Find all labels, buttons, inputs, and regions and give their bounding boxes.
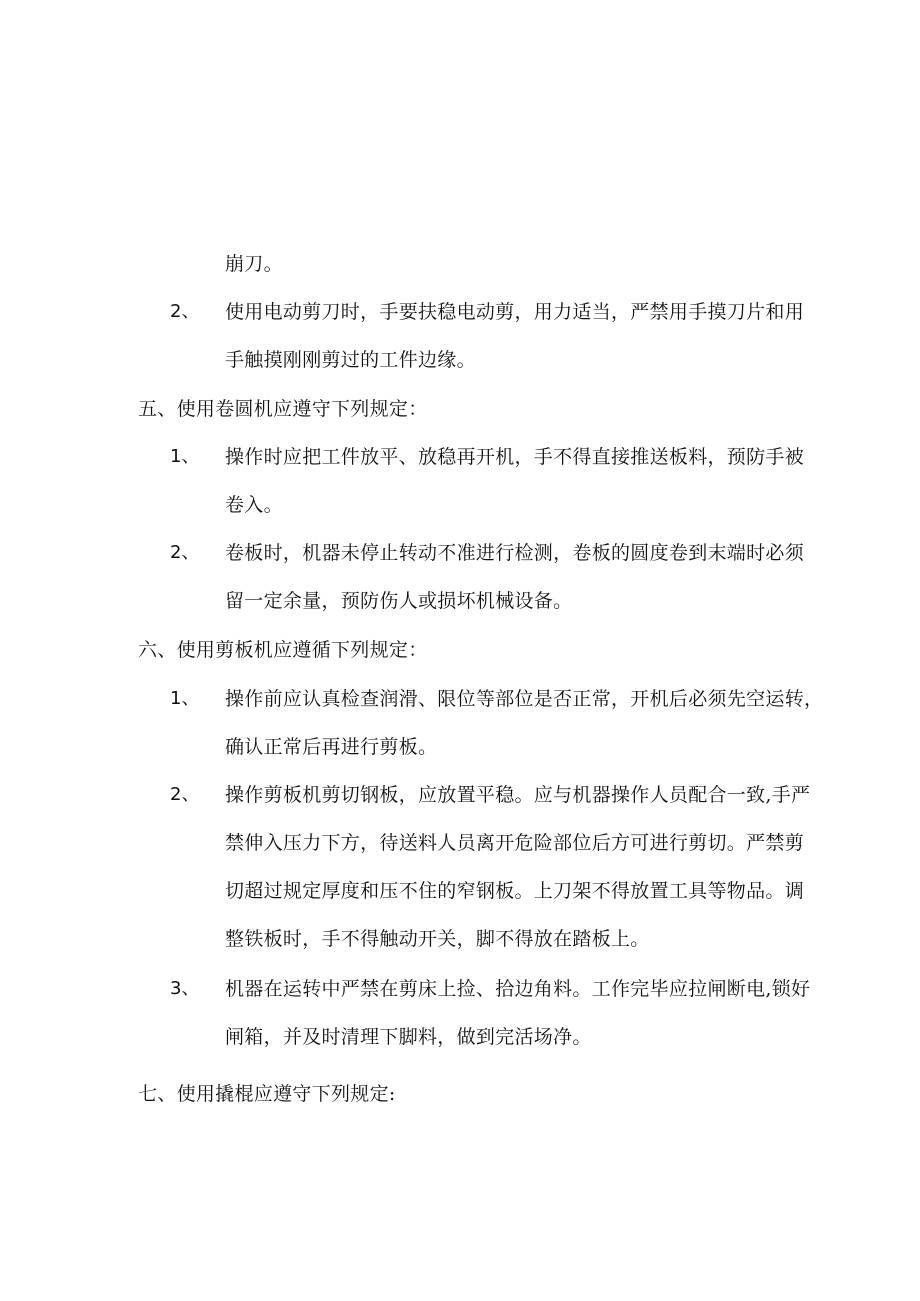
item-number: 1、 [170, 688, 200, 709]
text-line: 切超过规定厚度和压不住的窄钢板。上刀架不得放置工具等物品。调 [225, 880, 805, 902]
section-heading: 七、使用撬棍应遵守下列规定: [138, 1083, 396, 1105]
text-line: 使用电动剪刀时，手要扶稳电动剪，用力适当，严禁用手摸刀片和用 [225, 301, 805, 323]
item-number: 2、 [170, 784, 200, 805]
section-heading: 五、使用卷圆机应遵守下列规定： [138, 398, 428, 420]
text-line: 禁伸入压力下方，待送料人员离开危险部位后方可进行剪切。严禁剪 [225, 832, 805, 854]
text-line: 操作前应认真检查润滑、限位等部位是否正常，开机后必须先空运转， [225, 688, 824, 710]
item-number: 2、 [170, 301, 200, 322]
text-line: 操作时应把工件放平、放稳再开机，手不得直接推送板料，预防手被 [225, 446, 805, 468]
text-line: 手触摸刚刚剪过的工件边缘。 [225, 349, 476, 371]
text-line: 崩刀。 [225, 253, 283, 275]
item-number: 2、 [170, 542, 200, 563]
text-line: 闸箱，并及时清理下脚料，做到完活场净。 [225, 1026, 592, 1048]
item-number: 3、 [170, 978, 200, 999]
text-line: 操作剪板机剪切钢板，应放置平稳。应与机器操作人员配合一致,手严 [225, 784, 811, 806]
item-number: 1、 [170, 446, 200, 467]
text-line: 机器在运转中严禁在剪床上捡、拾边角料。工作完毕应拉闸断电,锁好 [225, 978, 811, 1000]
text-line: 卷入。 [225, 494, 283, 516]
text-line: 留一定余量，预防伤人或损坏机械设备。 [225, 590, 573, 612]
text-line: 整铁板时，手不得触动开关，脚不得放在踏板上。 [225, 928, 650, 950]
section-heading: 六、使用剪板机应遵循下列规定： [138, 639, 428, 661]
text-line: 确认正常后再进行剪板。 [225, 736, 438, 758]
text-line: 卷板时，机器未停止转动不准进行检测，卷板的圆度卷到末端时必须 [225, 542, 805, 564]
